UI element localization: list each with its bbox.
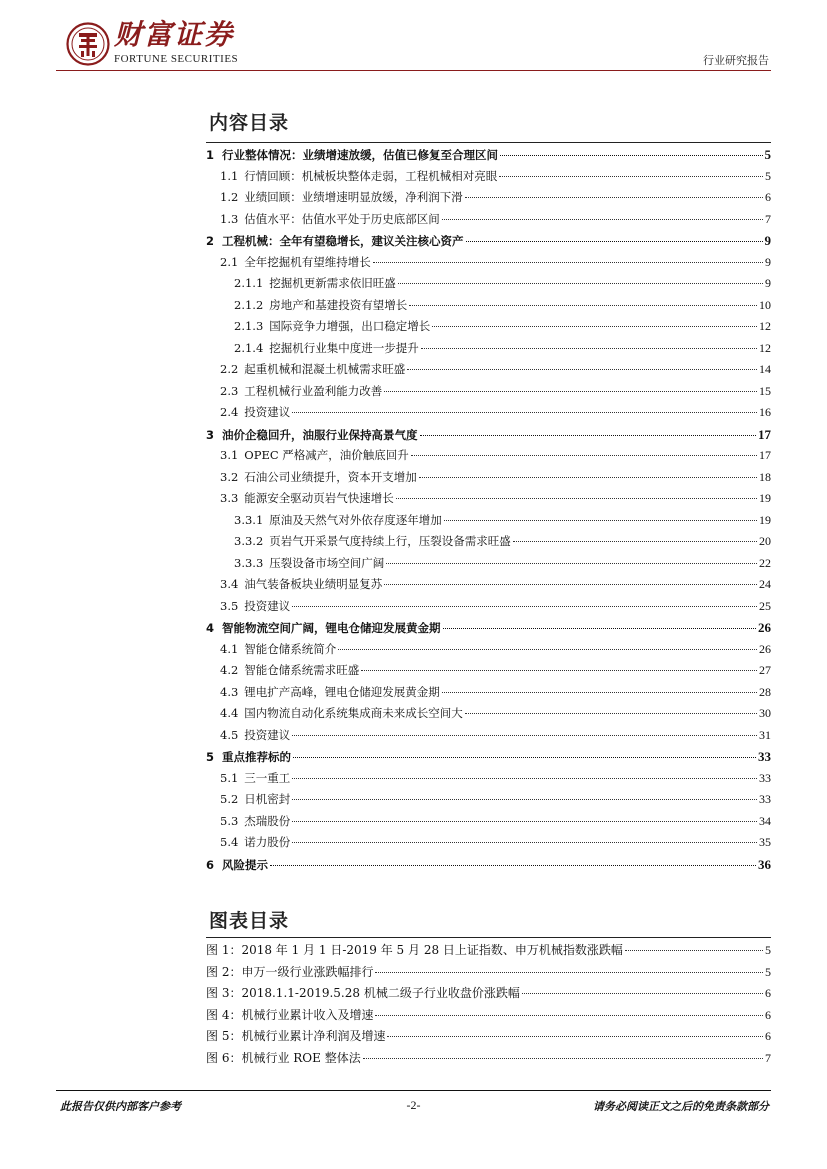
dot-leader bbox=[396, 498, 757, 499]
toc-entry-label bbox=[220, 209, 440, 231]
toc-entry-number: 4.1 bbox=[220, 641, 239, 656]
dot-leader bbox=[361, 670, 757, 671]
toc-entry-number: 5 bbox=[206, 750, 215, 764]
dot-leader bbox=[292, 842, 757, 843]
toc-entry-page: 27 bbox=[759, 663, 771, 677]
toc-entry-number: 2.1.2 bbox=[234, 297, 264, 312]
toc-entry-page: 12 bbox=[759, 319, 771, 333]
dot-leader bbox=[411, 455, 757, 456]
toc-entry[interactable] bbox=[206, 445, 771, 467]
toc-entry-number: 3.3.1 bbox=[234, 512, 264, 527]
toc-entry-page: 9 bbox=[764, 233, 771, 248]
dot-leader bbox=[442, 692, 757, 693]
toc-entry-number: 4.4 bbox=[220, 706, 239, 720]
figure-entry-text: 图 2：申万一级行业涨跌幅排行 bbox=[206, 964, 374, 979]
toc-entry-text: 油气装备板块业绩明显复苏 bbox=[244, 577, 383, 591]
toc-title: 内容目录 bbox=[209, 112, 290, 134]
toc-entry-number: 1.1 bbox=[220, 168, 239, 183]
toc-entry-label bbox=[234, 316, 430, 338]
dot-leader bbox=[522, 993, 763, 994]
toc-entry[interactable] bbox=[206, 574, 771, 596]
toc-entry-text: OPEC 严格减产，油价触底回升 bbox=[244, 448, 409, 462]
figures-title-divider bbox=[206, 937, 771, 938]
toc-entry-page: 20 bbox=[759, 534, 771, 548]
brand bbox=[114, 18, 238, 65]
dot-leader bbox=[443, 628, 756, 629]
toc-entry-page: 9 bbox=[765, 254, 771, 269]
toc-entry-number: 2 bbox=[206, 234, 215, 248]
dot-leader bbox=[387, 1036, 763, 1037]
toc-entry-text: 国际竞争力增强，出口稳定增长 bbox=[269, 319, 431, 333]
toc-entry-number: 3.3 bbox=[220, 491, 239, 505]
toc-entry[interactable] bbox=[206, 746, 771, 768]
toc-entry-page: 17 bbox=[759, 448, 771, 462]
toc-entry-label bbox=[220, 359, 405, 381]
figure-entry-text: 图 5：机械行业累计净利润及增速 bbox=[206, 1029, 386, 1043]
toc-entry-text: 原油及天然气对外依存度逐年增加 bbox=[269, 512, 442, 527]
toc-entry-text: 国内物流自动化系统集成商未来成长空间大 bbox=[244, 706, 463, 720]
toc-entry-label bbox=[220, 467, 417, 489]
toc-entry-page: 25 bbox=[759, 598, 771, 613]
dot-leader bbox=[338, 649, 757, 650]
toc-entry-page: 36 bbox=[758, 856, 771, 872]
toc-entry-label bbox=[234, 510, 442, 532]
toc-entry[interactable] bbox=[206, 187, 771, 209]
toc-entry-page: 17 bbox=[758, 426, 771, 442]
toc-entry-label bbox=[206, 145, 498, 167]
toc-entry-number: 1.3 bbox=[220, 211, 239, 226]
toc-entry-text: 挖掘机更新需求依旧旺盛 bbox=[269, 276, 396, 290]
toc-entry-text: 投资建议 bbox=[244, 405, 291, 419]
toc-entry-page: 33 bbox=[759, 792, 771, 806]
figure-entry-page: 7 bbox=[765, 1050, 771, 1065]
toc-title-divider bbox=[206, 142, 771, 143]
toc-entry[interactable] bbox=[206, 617, 771, 639]
dot-leader bbox=[500, 155, 762, 156]
footer-divider bbox=[56, 1090, 771, 1091]
toc-entry-page: 30 bbox=[759, 706, 771, 720]
toc-entry-page: 18 bbox=[759, 469, 771, 484]
figure-entry[interactable] bbox=[206, 962, 771, 984]
toc-entry-label bbox=[220, 187, 463, 209]
toc-entry-label bbox=[206, 747, 291, 769]
toc-list bbox=[206, 144, 771, 875]
toc-entry[interactable] bbox=[206, 252, 771, 274]
toc-entry-number: 5.1 bbox=[220, 770, 239, 785]
dot-leader bbox=[292, 799, 757, 800]
toc-entry[interactable] bbox=[206, 703, 771, 725]
toc-entry-text: 工程机械行业盈利能力改善 bbox=[244, 383, 383, 398]
toc-entry[interactable] bbox=[206, 359, 771, 381]
toc-entry-number: 1 bbox=[206, 148, 215, 162]
toc-entry-number: 4 bbox=[206, 621, 215, 635]
dot-leader bbox=[363, 1058, 763, 1059]
toc-entry[interactable] bbox=[206, 338, 771, 360]
toc-entry[interactable] bbox=[206, 660, 771, 682]
toc-entry-number: 1.2 bbox=[220, 190, 239, 204]
toc-entry[interactable] bbox=[206, 553, 771, 575]
toc-entry-label bbox=[220, 725, 290, 747]
dot-leader bbox=[292, 778, 757, 779]
toc-entry-number: 3.5 bbox=[220, 598, 239, 613]
toc-entry-text: 压裂设备市场空间广阔 bbox=[269, 555, 385, 570]
toc-entry[interactable] bbox=[206, 488, 771, 510]
toc-entry[interactable] bbox=[206, 209, 771, 231]
toc-entry-page: 22 bbox=[759, 555, 771, 570]
dot-leader bbox=[292, 821, 757, 822]
footer-disclaimer: 此报告仅供内部客户参考 bbox=[60, 1100, 181, 1113]
toc-entry-label bbox=[206, 855, 268, 877]
toc-entry-number: 5.3 bbox=[220, 813, 239, 828]
figure-entry-text: 图 6：机械行业 ROE 整体法 bbox=[206, 1050, 361, 1065]
toc-entry-text: 行情回顾：机械板块整体走弱，工程机械相对亮眼 bbox=[244, 168, 498, 183]
toc-entry-text: 挖掘机行业集中度进一步提升 bbox=[269, 340, 419, 355]
dot-leader bbox=[466, 241, 763, 242]
figure-entry[interactable] bbox=[206, 1005, 771, 1027]
toc-entry-page: 24 bbox=[759, 577, 771, 591]
toc-entry-page: 7 bbox=[765, 211, 771, 226]
toc-entry-text: 石油公司业绩提升，资本开支增加 bbox=[244, 469, 417, 484]
toc-entry-page: 9 bbox=[765, 276, 771, 290]
dot-leader bbox=[407, 369, 757, 370]
toc-entry-number: 3 bbox=[206, 427, 215, 442]
toc-entry-text: 油价企稳回升，油服行业保持高景气度 bbox=[222, 427, 418, 442]
toc-entry-text: 业绩回顾：业绩增速明显放缓，净利润下滑 bbox=[244, 190, 463, 204]
toc-entry-text: 三一重工 bbox=[244, 770, 291, 785]
page-number: -2- bbox=[406, 1098, 421, 1112]
dot-leader bbox=[465, 197, 763, 198]
toc-entry[interactable] bbox=[206, 230, 771, 252]
toc-entry-text: 起重机械和混凝土机械需求旺盛 bbox=[244, 362, 406, 376]
dot-leader bbox=[375, 1015, 763, 1016]
toc-entry-label bbox=[220, 660, 359, 682]
figure-entry-text: 图 3：2018.1.1-2019.5.28 机械二级子行业收盘价涨跌幅 bbox=[206, 986, 520, 1000]
dot-leader bbox=[419, 477, 757, 478]
toc-entry-text: 日机密封 bbox=[244, 792, 291, 806]
toc-entry-number: 4.2 bbox=[220, 663, 239, 677]
toc-entry-page: 12 bbox=[759, 340, 771, 355]
toc-entry-label bbox=[220, 402, 290, 424]
toc-entry-page: 15 bbox=[759, 383, 771, 398]
toc-entry-number: 2.4 bbox=[220, 405, 239, 419]
toc-entry[interactable] bbox=[206, 467, 771, 489]
toc-entry[interactable] bbox=[206, 424, 771, 446]
toc-entry-text: 投资建议 bbox=[244, 598, 291, 613]
toc-entry-text: 锂电扩产高峰，锂电仓储迎发展黄金期 bbox=[244, 684, 440, 699]
figure-entry[interactable] bbox=[206, 1026, 771, 1048]
toc-entry[interactable] bbox=[206, 811, 771, 833]
dot-leader bbox=[386, 563, 757, 564]
toc-entry-page: 5 bbox=[764, 147, 771, 162]
toc-entry[interactable] bbox=[206, 854, 771, 876]
toc-entry-label bbox=[220, 488, 394, 510]
toc-entry-label bbox=[220, 596, 290, 618]
toc-entry-label bbox=[220, 811, 290, 833]
toc-entry-label bbox=[220, 789, 290, 811]
toc-entry-label bbox=[220, 768, 290, 790]
toc-entry[interactable] bbox=[206, 789, 771, 811]
dot-leader bbox=[375, 972, 763, 973]
footer-notice: 请务必阅读正文之后的免责条款部分 bbox=[593, 1100, 769, 1113]
toc-entry-text: 诺力股份 bbox=[244, 835, 291, 849]
toc-entry-label bbox=[234, 295, 407, 317]
toc-entry[interactable] bbox=[206, 273, 771, 295]
toc-entry-label bbox=[220, 639, 336, 661]
toc-entry-number: 4.5 bbox=[220, 727, 239, 742]
toc-entry-number: 3.1 bbox=[220, 448, 239, 462]
toc-entry-text: 智能物流空间广阔，锂电仓储迎发展黄金期 bbox=[222, 621, 441, 635]
dot-leader bbox=[373, 262, 763, 263]
toc-entry-page: 31 bbox=[759, 727, 771, 742]
dot-leader bbox=[625, 950, 763, 951]
toc-entry-page: 5 bbox=[765, 168, 771, 183]
toc-entry-label bbox=[220, 445, 409, 467]
toc-entry-label bbox=[234, 338, 419, 360]
toc-entry-number: 5.4 bbox=[220, 835, 239, 849]
toc-entry-label bbox=[220, 574, 382, 596]
toc-entry-text: 行业整体情况：业绩增速放缓，估值已修复至合理区间 bbox=[222, 148, 499, 162]
dot-leader bbox=[420, 435, 756, 436]
dot-leader bbox=[384, 584, 757, 585]
toc-entry-label bbox=[220, 682, 440, 704]
figure-entry-text: 图 4：机械行业累计收入及增速 bbox=[206, 1007, 374, 1022]
toc-entry[interactable] bbox=[206, 531, 771, 553]
figure-entry[interactable] bbox=[206, 940, 771, 962]
dot-leader bbox=[444, 520, 757, 521]
toc-entry-page: 26 bbox=[758, 620, 771, 635]
toc-entry-number: 2.1 bbox=[220, 254, 239, 269]
dot-leader bbox=[398, 283, 763, 284]
dot-leader bbox=[293, 757, 756, 758]
toc-entry-text: 杰瑞股份 bbox=[244, 813, 291, 828]
toc-entry-text: 能源安全驱动页岩气快速增长 bbox=[244, 491, 394, 505]
brand-name-en: FORTUNE SECURITIES bbox=[114, 53, 239, 65]
toc-entry[interactable] bbox=[206, 596, 771, 618]
toc-entry[interactable] bbox=[206, 768, 771, 790]
toc-entry-label bbox=[206, 425, 418, 447]
toc-entry-page: 35 bbox=[759, 835, 771, 849]
toc-entry-number: 4.3 bbox=[220, 684, 239, 699]
toc-entry-label bbox=[220, 832, 290, 854]
toc-entry-page: 6 bbox=[765, 190, 771, 204]
toc-entry-page: 10 bbox=[759, 297, 771, 312]
toc-entry-number: 2.1.4 bbox=[234, 340, 264, 355]
toc-entry[interactable] bbox=[206, 166, 771, 188]
figure-entry-page: 6 bbox=[765, 1007, 771, 1022]
dot-leader bbox=[292, 735, 757, 736]
toc-entry-page: 16 bbox=[759, 405, 771, 419]
toc-entry-number: 5.2 bbox=[220, 792, 239, 806]
toc-entry[interactable] bbox=[206, 381, 771, 403]
toc-entry[interactable] bbox=[206, 295, 771, 317]
dot-leader bbox=[465, 713, 757, 714]
toc-entry[interactable] bbox=[206, 316, 771, 338]
toc-entry-label bbox=[220, 252, 371, 274]
toc-entry-text: 估值水平：估值水平处于历史底部区间 bbox=[244, 211, 440, 226]
toc-entry-text: 页岩气开采景气度持续上行，压裂设备需求旺盛 bbox=[269, 534, 511, 548]
document-type: 行业研究报告 bbox=[703, 54, 769, 67]
toc-entry-number: 2.2 bbox=[220, 362, 239, 376]
dot-leader bbox=[421, 348, 757, 349]
toc-entry-label bbox=[206, 231, 464, 253]
brand-name-cn: 财富证券 bbox=[114, 18, 235, 51]
toc-entry-text: 投资建议 bbox=[244, 727, 291, 742]
toc-entry-page: 14 bbox=[759, 362, 771, 376]
toc-entry-label bbox=[206, 618, 441, 640]
toc-entry-label bbox=[220, 166, 497, 188]
toc-entry-page: 33 bbox=[758, 749, 771, 764]
toc-entry[interactable] bbox=[206, 402, 771, 424]
figure-entry-page: 5 bbox=[765, 964, 771, 979]
toc-entry-label bbox=[234, 553, 384, 575]
dot-leader bbox=[499, 176, 763, 177]
toc-entry-number: 2.1.1 bbox=[234, 276, 264, 290]
toc-entry-text: 重点推荐标的 bbox=[222, 750, 292, 764]
toc-entry-text: 工程机械：全年有望稳增长，建议关注核心资产 bbox=[222, 234, 464, 248]
toc-entry-number: 3.3.3 bbox=[234, 555, 264, 570]
toc-entry-label bbox=[234, 273, 396, 295]
figures-title: 图表目录 bbox=[209, 910, 290, 932]
toc-entry-number: 6 bbox=[206, 857, 215, 872]
toc-entry-text: 全年挖掘机有望维持增长 bbox=[244, 254, 371, 269]
toc-entry-page: 28 bbox=[759, 684, 771, 699]
figure-entry-page: 5 bbox=[765, 943, 771, 957]
fortune-securities-logo bbox=[66, 22, 110, 66]
toc-entry-label bbox=[220, 703, 463, 725]
figure-entry-text: 图 1：2018 年 1 月 1 日-2019 年 5 月 28 日上证指数、申万机械指数涨跌幅 bbox=[206, 943, 623, 957]
figure-entry[interactable] bbox=[206, 983, 771, 1005]
toc-entry-number: 2.1.3 bbox=[234, 319, 264, 333]
figure-entry-page: 6 bbox=[765, 1029, 771, 1043]
dot-leader bbox=[432, 326, 757, 327]
toc-entry-label bbox=[220, 381, 382, 403]
dot-leader bbox=[409, 305, 757, 306]
toc-entry-text: 风险提示 bbox=[222, 857, 269, 872]
toc-entry[interactable] bbox=[206, 510, 771, 532]
dot-leader bbox=[270, 865, 756, 866]
toc-entry[interactable] bbox=[206, 682, 771, 704]
header-divider bbox=[56, 70, 771, 71]
dot-leader bbox=[292, 606, 757, 607]
dot-leader bbox=[513, 541, 757, 542]
toc-entry-text: 智能仓储系统简介 bbox=[244, 641, 337, 656]
dot-leader bbox=[384, 391, 757, 392]
toc-entry-page: 34 bbox=[759, 813, 771, 828]
toc-entry-number: 3.3.2 bbox=[234, 534, 264, 548]
toc-entry-number: 3.4 bbox=[220, 577, 239, 591]
toc-entry[interactable] bbox=[206, 725, 771, 747]
toc-entry-text: 房地产和基建投资有望增长 bbox=[269, 297, 408, 312]
figure-entry-page: 6 bbox=[765, 986, 771, 1000]
toc-entry-page: 19 bbox=[759, 491, 771, 505]
figures-list bbox=[206, 940, 771, 1069]
toc-entry-page: 26 bbox=[759, 641, 771, 656]
figure-entry[interactable] bbox=[206, 1048, 771, 1070]
toc-entry-text: 智能仓储系统需求旺盛 bbox=[244, 663, 360, 677]
toc-entry-number: 2.3 bbox=[220, 383, 239, 398]
toc-entry-number: 3.2 bbox=[220, 469, 239, 484]
dot-leader bbox=[292, 412, 757, 413]
toc-entry[interactable] bbox=[206, 639, 771, 661]
toc-entry-label bbox=[234, 531, 511, 553]
toc-entry[interactable] bbox=[206, 144, 771, 166]
toc-entry[interactable] bbox=[206, 832, 771, 854]
toc-entry-page: 33 bbox=[759, 770, 771, 785]
toc-entry-page: 19 bbox=[759, 512, 771, 527]
dot-leader bbox=[442, 219, 763, 220]
